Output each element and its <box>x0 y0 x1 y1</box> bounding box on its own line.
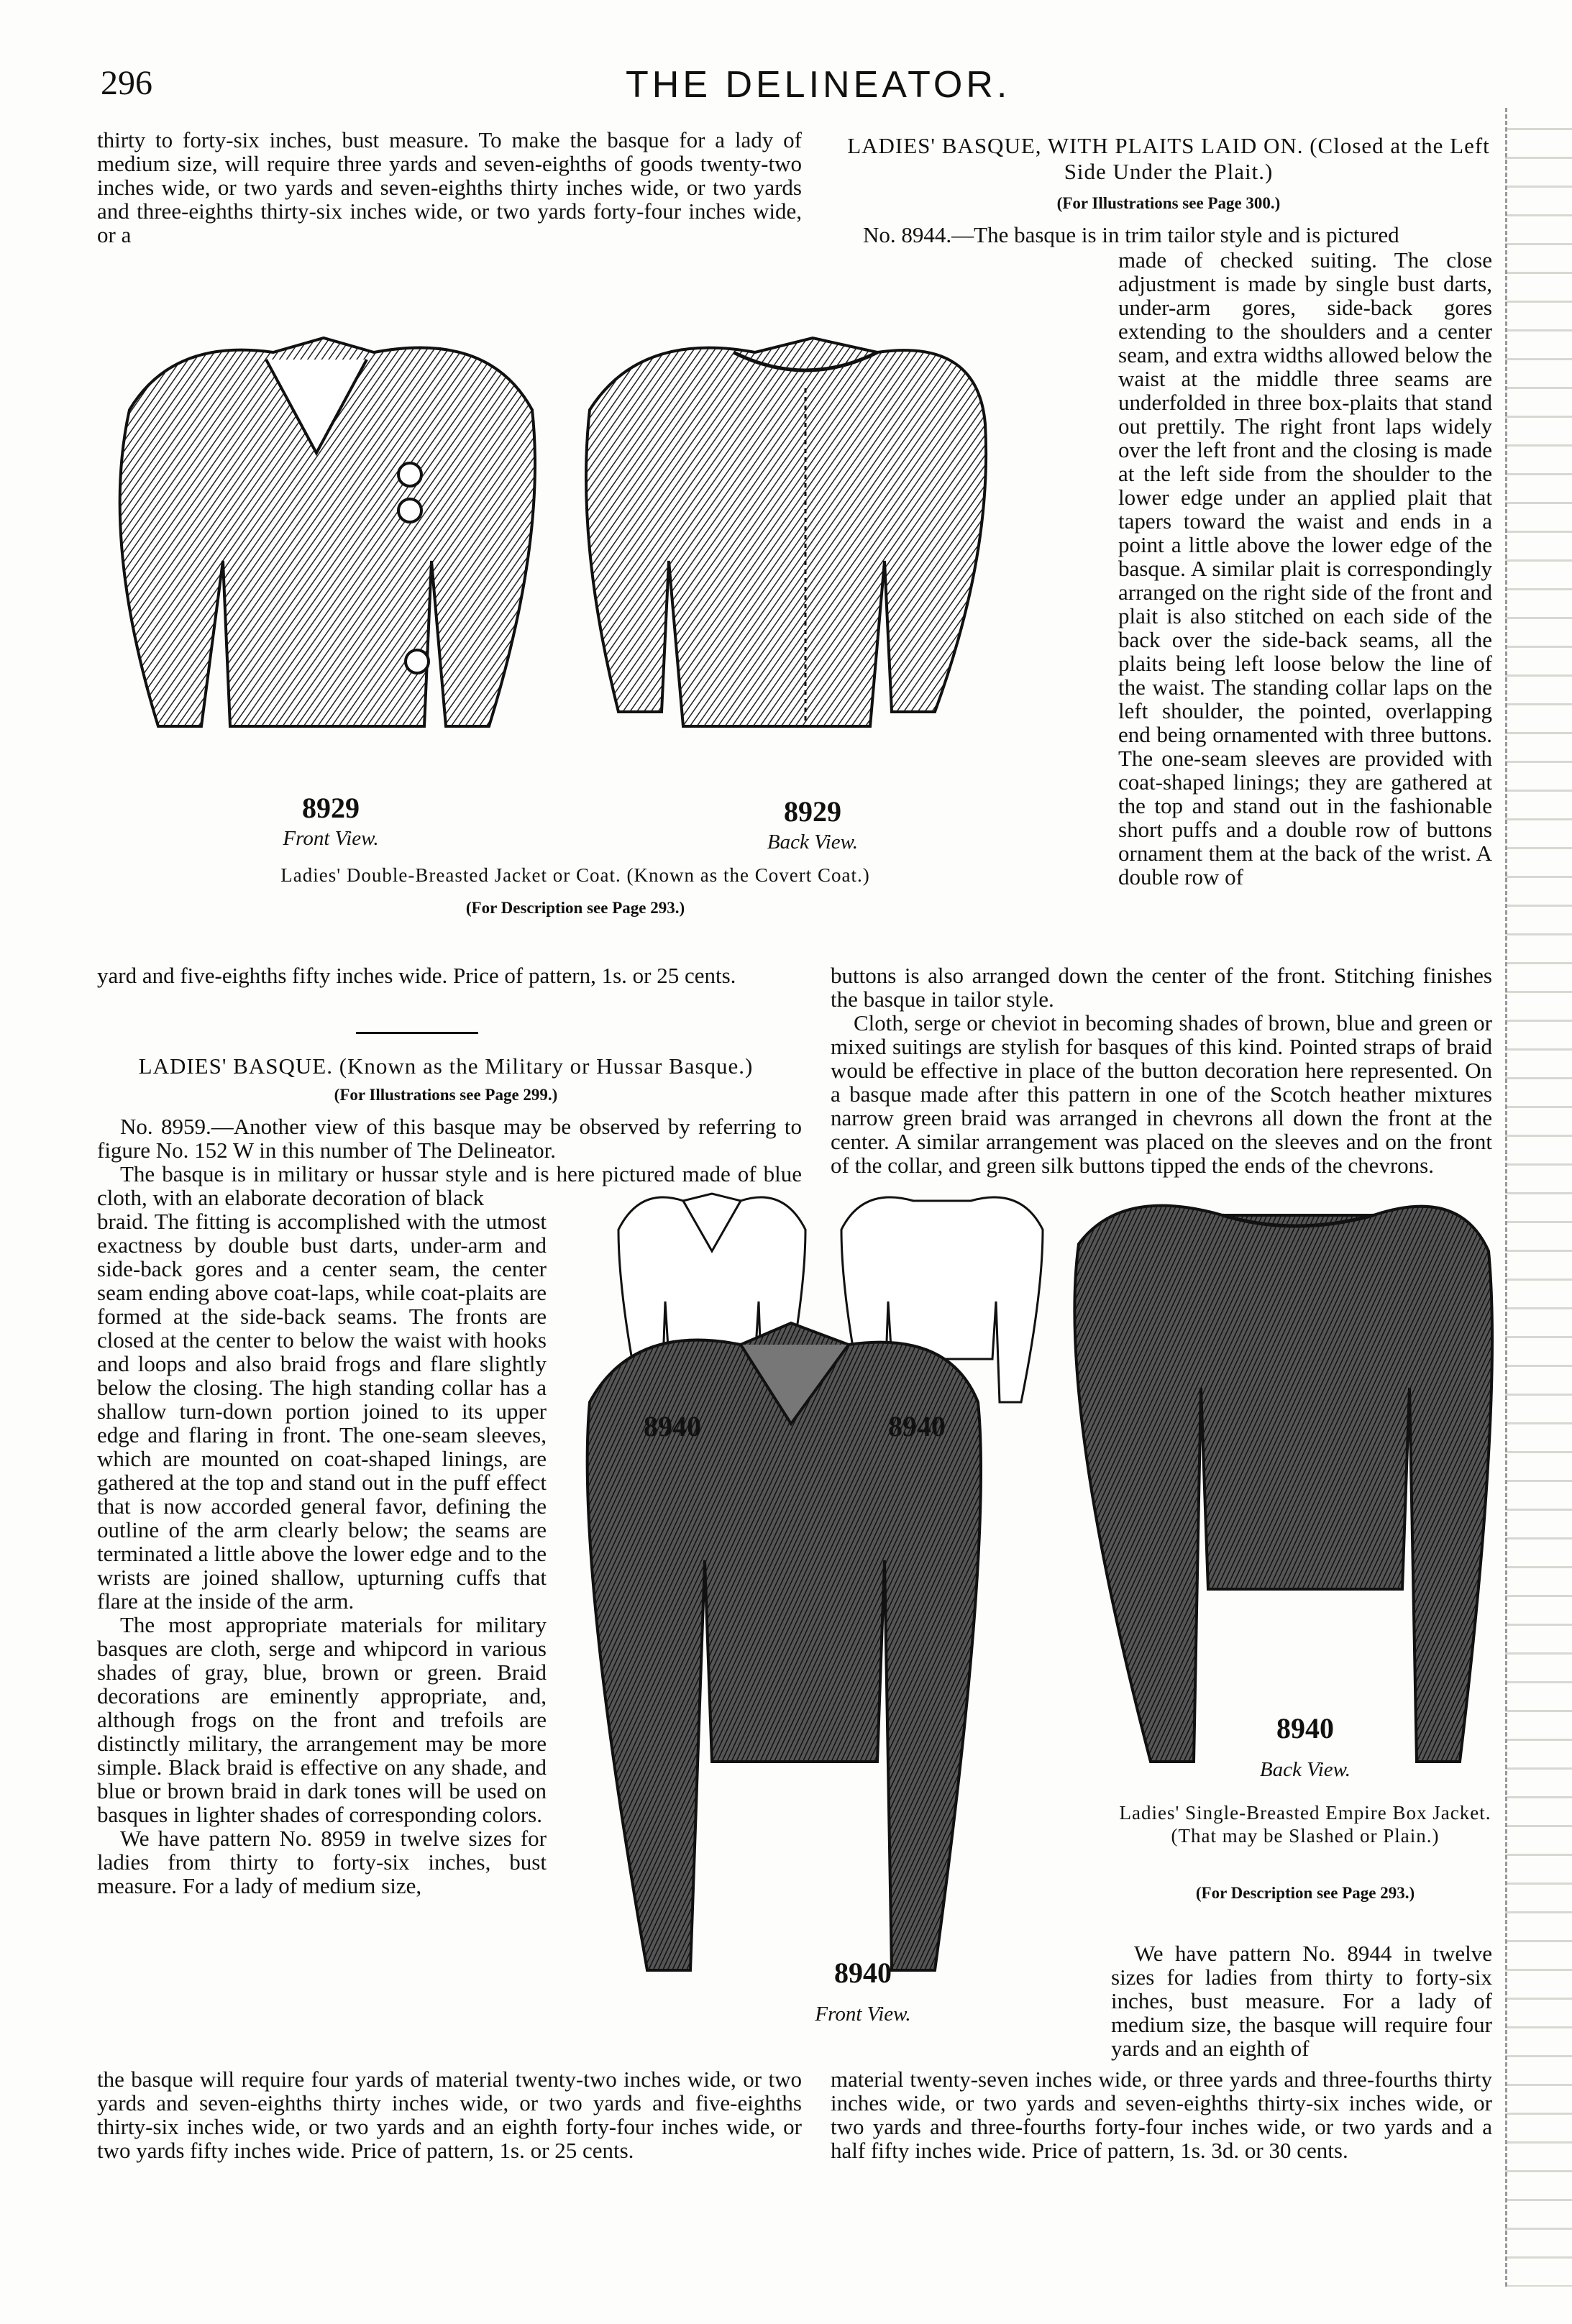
intro-paragraph: thirty to forty-six inches, bust measure. To make the basque for a lady of medium size, will require three yards and seven-eighths of goods twenty-two inches wide, or two yards and seven-eighths thirty inches wide, or two yards and three-eighths thirty-six inches wide, or two yards forty-four inches wide, or a <box>97 127 802 247</box>
running-head: THE DELINEATOR. <box>626 64 1011 106</box>
figure-8940-front-view-label: Front View. <box>815 2003 911 2026</box>
article-8944-paragraph-1-rest: buttons is also arranged down the center of the front. Stitching finishes the basque in tailor style. <box>831 963 1492 1012</box>
article-8944-body-bottom-narrow <box>1111 1941 1492 2060</box>
jacket-8929-front-drawing <box>120 338 535 726</box>
article-8944-paragraph-3-start: We have pattern No. 8944 in twelve sizes for ladies from thirty to forty-six inches, bust measure. For a lady of medium size, the basque will require four yards and an eighth of <box>1111 1941 1492 2061</box>
article-8944-paragraph-1-lead: No. 8944.—The basque is in trim tailor style and is pictured <box>863 222 1399 247</box>
article-8944-paragraph-2: Cloth, serge or cheviot in becoming shades of brown, blue and green or mixed suitings are stylish for basques of this kind. Pointed straps of braid would be effective in place of the button decoration here represented. On a basque made after this pattern in one of the Scotch heather mixtures narrow green braid was arranged in chevrons all down the front at the center. A similar arrangement was placed on the sleeves and on the front of the collar, and green silk buttons tipped the ends of the chevrons. <box>831 1010 1492 1178</box>
figure-8929-back-number: 8929 <box>784 795 841 828</box>
article-8944-paragraph-1-narrow: made of checked suiting. The close adjustment is made by single bust darts, under-arm gores, side-back gores extending to the shoulders and a center seam, and extra widths allowed below the waist at the middle three seams are underfolded in three box-plaits that stand out prettily. The right front laps widely over the left front and the closing is made at the left side from the shoulder to the lower edge under an applied plait that tapers toward the waist and ends in a point a little above the lower edge of the basque. A similar plait is correspondingly arranged on the right side of the front and plait is also stitched on each side of the back over the side-back seams, all the plaits being left loose below the line of the waist. The standing collar laps on the left shoulder, the pointed, overlapping end being ornamented with three buttons. The one-seam sleeves are provided with coat-shaped linings; they are gathered at the top and stand out in the fashionable short puffs and a double row of buttons ornament them at the back of the wrist. A double row of <box>1118 247 1492 889</box>
jacket-8929-back-drawing <box>586 338 986 726</box>
adjacent-page-edge <box>1505 108 1572 2287</box>
page-number: 296 <box>101 64 152 102</box>
article-8959-paragraph-4-rest: the basque will require four yards of material twenty-two inches wide, or two yards and seven-eighths thirty inches wide, or two yards and five-eighths thirty-six inches wide, or two yards and an eighth forty-four inches wide, or two yards fifty inches wide. Price of pattern, 1s. or 25 cents. <box>97 2067 802 2163</box>
figure-8940-back-view-label: Back View. <box>1259 1758 1351 1781</box>
figure-8929-description-ref: (For Description see Page 293.) <box>465 899 685 917</box>
figure-8940-small-front-number: 8940 <box>644 1410 701 1442</box>
article-8959-paragraph-2-rest: braid. The fitting is accomplished with the utmost exactness by double bust darts, under-arm and side-back gores and a center seam, the center seam ending above coat-laps, while coat-plaits are formed at the side-back seams. The fronts are closed at the center to below the waist with hooks and loops and also braid frogs and flare slightly below the closing. The high standing collar has a shallow turn-down portion joined to its upper edge and flaring in front. The one-seam sleeves, which are mounted on coat-shaped linings, are gathered at the top and stand out in the puff effect that is now accorded general favor, defining the outline of the arm clearly below; the seams are terminated a little above the lower edge and to the wrists are joined shallow, upturning cuffs that flare at the inside of the arm. <box>97 1209 547 1614</box>
jacket-8940-back-drawing <box>1074 1206 1492 1762</box>
article-8944-paragraph-3-rest: material twenty-seven inches wide, or three yards and three-fourths thirty inches wide, or two yards and seven-eighths thirty-six inches wide, or two yards and three-fourths forty-four inches wide, or two yards and a half fifty inches wide. Price of pattern, 1s. 3d. or 30 cents. <box>831 2067 1492 2163</box>
article-8944-lead <box>863 223 1481 247</box>
article-8959-paragraph-3: The most appropriate materials for military basques are cloth, serge and whipcord in various shades of gray, blue, brown or green. Braid decorations are eminently appropriate, and, although frogs on the front and trefoils are distinctly military, the arrangement may be more simple. Black braid is effective on any shade, and blue or brown braid in dark tones will be used on basques in lighter shades of corresponding colors. <box>97 1612 547 1827</box>
article-8944-body-wide <box>831 964 1492 1177</box>
section-divider <box>356 1032 478 1034</box>
article-8959-paragraph-2-start: The basque is in military or hussar style and is here pictured made of blue cloth, with an elaborate decoration of black <box>97 1161 802 1210</box>
article-8959-paragraph-1: No. 8959.—Another view of this basque may be observed by referring to figure No. 152 W in this number of The Delineator. <box>97 1114 802 1163</box>
figure-8929-front-view-label: Front View. <box>283 827 379 850</box>
article-8944-body-narrow <box>1118 248 1492 889</box>
continuation-paragraph: yard and five-eighths fifty inches wide. Price of pattern, 1s. or 25 cents. <box>97 963 736 988</box>
figure-8940-back-number: 8940 <box>1276 1712 1334 1744</box>
figure-8929-front-number: 8929 <box>302 792 360 824</box>
article-8944-heading: LADIES' BASQUE, WITH PLAITS LAID ON. (Closed at the Left Side Under the Plait.) <box>847 133 1490 184</box>
article-8959-paragraph-4-start: We have pattern No. 8959 in twelve sizes for ladies from thirty to forty-six inches, bust measure. For a lady of medium size, <box>97 1826 547 1898</box>
jacket-8940-illustrations <box>575 1186 1503 1992</box>
figure-8940-small-back-number: 8940 <box>888 1410 946 1442</box>
article-8959-illustration-ref: (For Illustrations see Page 299.) <box>334 1086 558 1104</box>
article-8944-body-bottom-wide <box>831 2067 1492 2162</box>
article-8959-body-narrow <box>97 1209 547 1898</box>
figure-8940-caption: Ladies' Single-Breasted Empire Box Jacket. (That may be Slashed or Plain.) <box>1119 1802 1491 1847</box>
figure-8940-front-number: 8940 <box>834 1957 892 1989</box>
figure-8929-caption: Ladies' Double-Breasted Jacket or Coat. (Known as the Covert Coat.) <box>280 864 870 886</box>
article-8959-body-bottom <box>97 2067 802 2162</box>
left-column-intro <box>97 128 802 247</box>
left-column-continuation <box>97 964 802 987</box>
figure-8940-description-ref: (For Description see Page 293.) <box>1195 1884 1415 1902</box>
figure-8929-back-view-label: Back View. <box>767 831 859 854</box>
article-8944-illustration-ref: (For Illustrations see Page 300.) <box>1056 194 1281 212</box>
article-8959-heading: LADIES' BASQUE. (Known as the Military or Hussar Basque.) <box>138 1053 754 1079</box>
jacket-8929-illustrations <box>86 324 992 791</box>
